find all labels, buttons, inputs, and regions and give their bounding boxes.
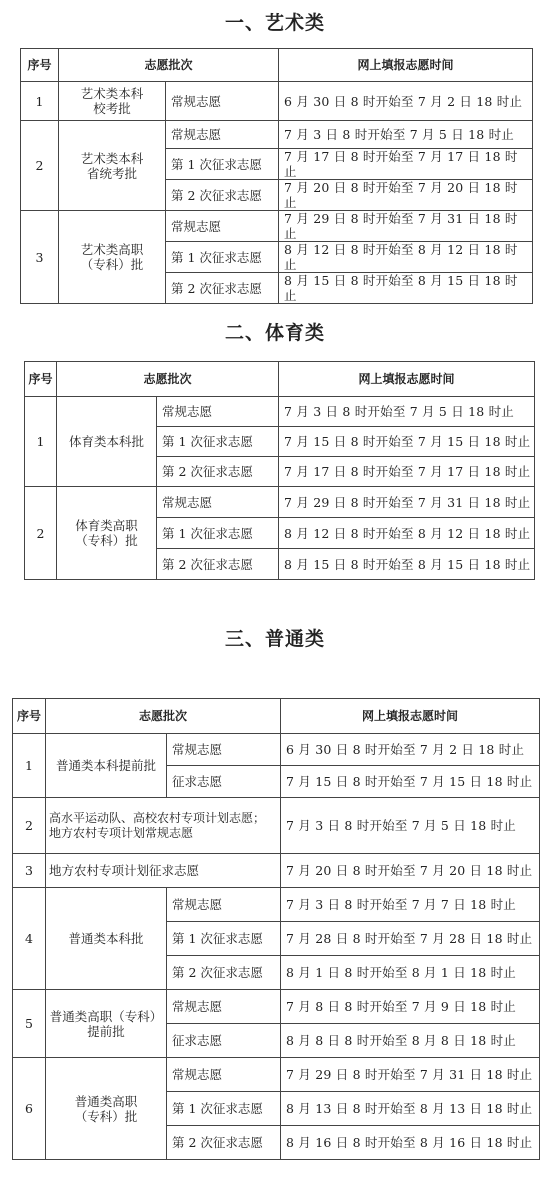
table-row bbox=[13, 990, 540, 1024]
batch-name-line: 普通类高职 bbox=[74, 1093, 138, 1109]
batch-name-line: 省统考批 bbox=[86, 165, 137, 181]
fill-time: 7 月 8 日 8 时开始至 7 月 9 日 18 时止 bbox=[281, 990, 540, 1024]
fill-time: 7 月 15 日 8 时开始至 7 月 15 日 18 时止 bbox=[279, 427, 535, 457]
batch-name-line: （专科）批 bbox=[75, 533, 138, 548]
batch-name bbox=[46, 1058, 167, 1160]
row-number: 5 bbox=[13, 990, 46, 1058]
volunteer-type: 征求志愿 bbox=[167, 1024, 281, 1058]
volunteer-type: 常规志愿 bbox=[157, 487, 279, 518]
batch-name bbox=[46, 734, 167, 798]
batch-name bbox=[57, 397, 157, 487]
batch-name-line: 地方农村专项计划常规志愿 bbox=[49, 825, 194, 840]
row-number: 3 bbox=[21, 211, 59, 304]
row-number: 3 bbox=[13, 854, 46, 888]
table-row bbox=[13, 798, 540, 854]
fill-time: 7 月 3 日 8 时开始至 7 月 5 日 18 时止 bbox=[281, 798, 540, 854]
header-no: 序号 bbox=[21, 49, 59, 82]
batch-name-line: 体育类本科批 bbox=[68, 434, 144, 449]
batch-name-line: 普通类本科提前批 bbox=[55, 758, 156, 773]
row-number: 2 bbox=[25, 487, 57, 580]
volunteer-type: 第 1 次征求志愿 bbox=[166, 149, 279, 180]
section-title-sports: 二、体育类 bbox=[224, 322, 325, 344]
volunteer-type: 第 2 次征求志愿 bbox=[166, 273, 279, 304]
fill-time: 7 月 15 日 8 时开始至 7 月 15 日 18 时止 bbox=[281, 766, 540, 798]
volunteer-type: 第 1 次征求志愿 bbox=[167, 922, 281, 956]
header-time: 网上填报志愿时间 bbox=[279, 362, 535, 397]
row-number: 1 bbox=[25, 397, 57, 487]
row-number: 2 bbox=[21, 121, 59, 211]
row-number: 2 bbox=[13, 798, 46, 854]
table-row bbox=[13, 888, 540, 922]
volunteer-type: 第 1 次征求志愿 bbox=[166, 242, 279, 273]
batch-name-line: 校考批 bbox=[93, 101, 131, 116]
fill-time: 8 月 15 日 8 时开始至 8 月 15 日 18 时止 bbox=[279, 273, 533, 304]
volunteer-type: 第 2 次征求志愿 bbox=[166, 180, 279, 211]
header-no: 序号 bbox=[13, 699, 46, 734]
batch-name bbox=[59, 82, 166, 121]
fill-time: 7 月 17 日 8 时开始至 7 月 17 日 18 时止 bbox=[279, 457, 535, 487]
batch-name bbox=[46, 990, 167, 1058]
table-row bbox=[21, 121, 533, 149]
batch-name bbox=[59, 121, 166, 211]
fill-time: 7 月 29 日 8 时开始至 7 月 31 日 18 时止 bbox=[279, 487, 535, 518]
header-batch: 志愿批次 bbox=[46, 699, 281, 734]
batch-name bbox=[46, 798, 281, 854]
batch-name-line: 普通类高职（专科） bbox=[49, 1008, 163, 1024]
volunteer-type: 第 1 次征求志愿 bbox=[157, 518, 279, 549]
fill-time: 7 月 3 日 8 时开始至 7 月 7 日 18 时止 bbox=[281, 888, 540, 922]
volunteer-type: 常规志愿 bbox=[167, 734, 281, 766]
volunteer-type: 常规志愿 bbox=[167, 990, 281, 1024]
table-row bbox=[25, 397, 535, 427]
fill-time: 8 月 1 日 8 时开始至 8 月 1 日 18 时止 bbox=[281, 956, 540, 990]
volunteer-type: 第 1 次征求志愿 bbox=[167, 1092, 281, 1126]
batch-name bbox=[46, 888, 167, 990]
general-schedule-table bbox=[12, 698, 540, 1160]
batch-name-line: 地方农村专项计划征求志愿 bbox=[49, 863, 200, 878]
fill-time: 7 月 20 日 8 时开始至 7 月 20 日 18 时止 bbox=[279, 180, 533, 211]
batch-name-line: （专科）批 bbox=[74, 1108, 138, 1124]
fill-time: 7 月 3 日 8 时开始至 7 月 5 日 18 时止 bbox=[279, 397, 535, 427]
fill-time: 8 月 16 日 8 时开始至 8 月 16 日 18 时止 bbox=[281, 1126, 540, 1160]
volunteer-type: 常规志愿 bbox=[166, 211, 279, 242]
volunteer-type: 常规志愿 bbox=[157, 397, 279, 427]
batch-name bbox=[59, 211, 166, 304]
volunteer-type: 第 2 次征求志愿 bbox=[167, 956, 281, 990]
fill-time: 6 月 30 日 8 时开始至 7 月 2 日 18 时止 bbox=[281, 734, 540, 766]
fill-time: 7 月 3 日 8 时开始至 7 月 5 日 18 时止 bbox=[279, 121, 533, 149]
fill-time: 8 月 12 日 8 时开始至 8 月 12 日 18 时止 bbox=[279, 242, 533, 273]
fill-time: 8 月 15 日 8 时开始至 8 月 15 日 18 时止 bbox=[279, 549, 535, 580]
row-number: 1 bbox=[21, 82, 59, 121]
fill-time: 8 月 13 日 8 时开始至 8 月 13 日 18 时止 bbox=[281, 1092, 540, 1126]
volunteer-type: 常规志愿 bbox=[167, 888, 281, 922]
batch-name-line: 艺术类本科 bbox=[80, 86, 144, 101]
volunteer-type: 第 1 次征求志愿 bbox=[157, 427, 279, 457]
volunteer-type: 常规志愿 bbox=[167, 1058, 281, 1092]
batch-name-line: （专科）批 bbox=[80, 257, 144, 272]
table-row bbox=[21, 82, 533, 121]
table-header-row bbox=[21, 49, 533, 82]
table-row bbox=[13, 854, 540, 888]
header-batch: 志愿批次 bbox=[59, 49, 279, 82]
table-header-row bbox=[25, 362, 535, 397]
batch-name-line: 普通类本科批 bbox=[68, 931, 144, 946]
row-number: 4 bbox=[13, 888, 46, 990]
fill-time: 7 月 20 日 8 时开始至 7 月 20 日 18 时止 bbox=[281, 854, 540, 888]
volunteer-type: 征求志愿 bbox=[167, 766, 281, 798]
header-time: 网上填报志愿时间 bbox=[279, 49, 533, 82]
header-batch: 志愿批次 bbox=[57, 362, 279, 397]
table-header-row bbox=[13, 699, 540, 734]
table-row bbox=[13, 734, 540, 766]
batch-name-line: 艺术类高职 bbox=[80, 242, 144, 257]
batch-name bbox=[46, 854, 281, 888]
row-number: 1 bbox=[13, 734, 46, 798]
row-number: 6 bbox=[13, 1058, 46, 1160]
volunteer-type: 第 2 次征求志愿 bbox=[157, 457, 279, 487]
table-row bbox=[21, 211, 533, 242]
volunteer-type: 第 2 次征求志愿 bbox=[167, 1126, 281, 1160]
volunteer-type: 常规志愿 bbox=[166, 121, 279, 149]
batch-name-line: 提前批 bbox=[87, 1023, 125, 1039]
volunteer-type: 第 2 次征求志愿 bbox=[157, 549, 279, 580]
batch-name-line: 高水平运动队、高校农村专项计划志愿； bbox=[49, 810, 266, 825]
art-schedule-table bbox=[20, 48, 533, 304]
table-row bbox=[25, 487, 535, 518]
fill-time: 8 月 12 日 8 时开始至 8 月 12 日 18 时止 bbox=[279, 518, 535, 549]
section-title-general: 三、普通类 bbox=[224, 628, 325, 650]
fill-time: 7 月 29 日 8 时开始至 7 月 31 日 18 时止 bbox=[281, 1058, 540, 1092]
batch-name-line: 艺术类本科 bbox=[80, 150, 144, 166]
table-row bbox=[13, 1058, 540, 1092]
batch-name bbox=[57, 487, 157, 580]
batch-name-line: 体育类高职 bbox=[75, 518, 138, 533]
fill-time: 8 月 8 日 8 时开始至 8 月 8 日 18 时止 bbox=[281, 1024, 540, 1058]
header-time: 网上填报志愿时间 bbox=[281, 699, 540, 734]
fill-time: 7 月 17 日 8 时开始至 7 月 17 日 18 时止 bbox=[279, 149, 533, 180]
fill-time: 7 月 29 日 8 时开始至 7 月 31 日 18 时止 bbox=[279, 211, 533, 242]
volunteer-type: 常规志愿 bbox=[166, 82, 279, 121]
fill-time: 6 月 30 日 8 时开始至 7 月 2 日 18 时止 bbox=[279, 82, 533, 121]
header-no: 序号 bbox=[25, 362, 57, 397]
fill-time: 7 月 28 日 8 时开始至 7 月 28 日 18 时止 bbox=[281, 922, 540, 956]
section-title-art: 一、艺术类 bbox=[224, 12, 325, 34]
sports-schedule-table bbox=[24, 361, 535, 580]
